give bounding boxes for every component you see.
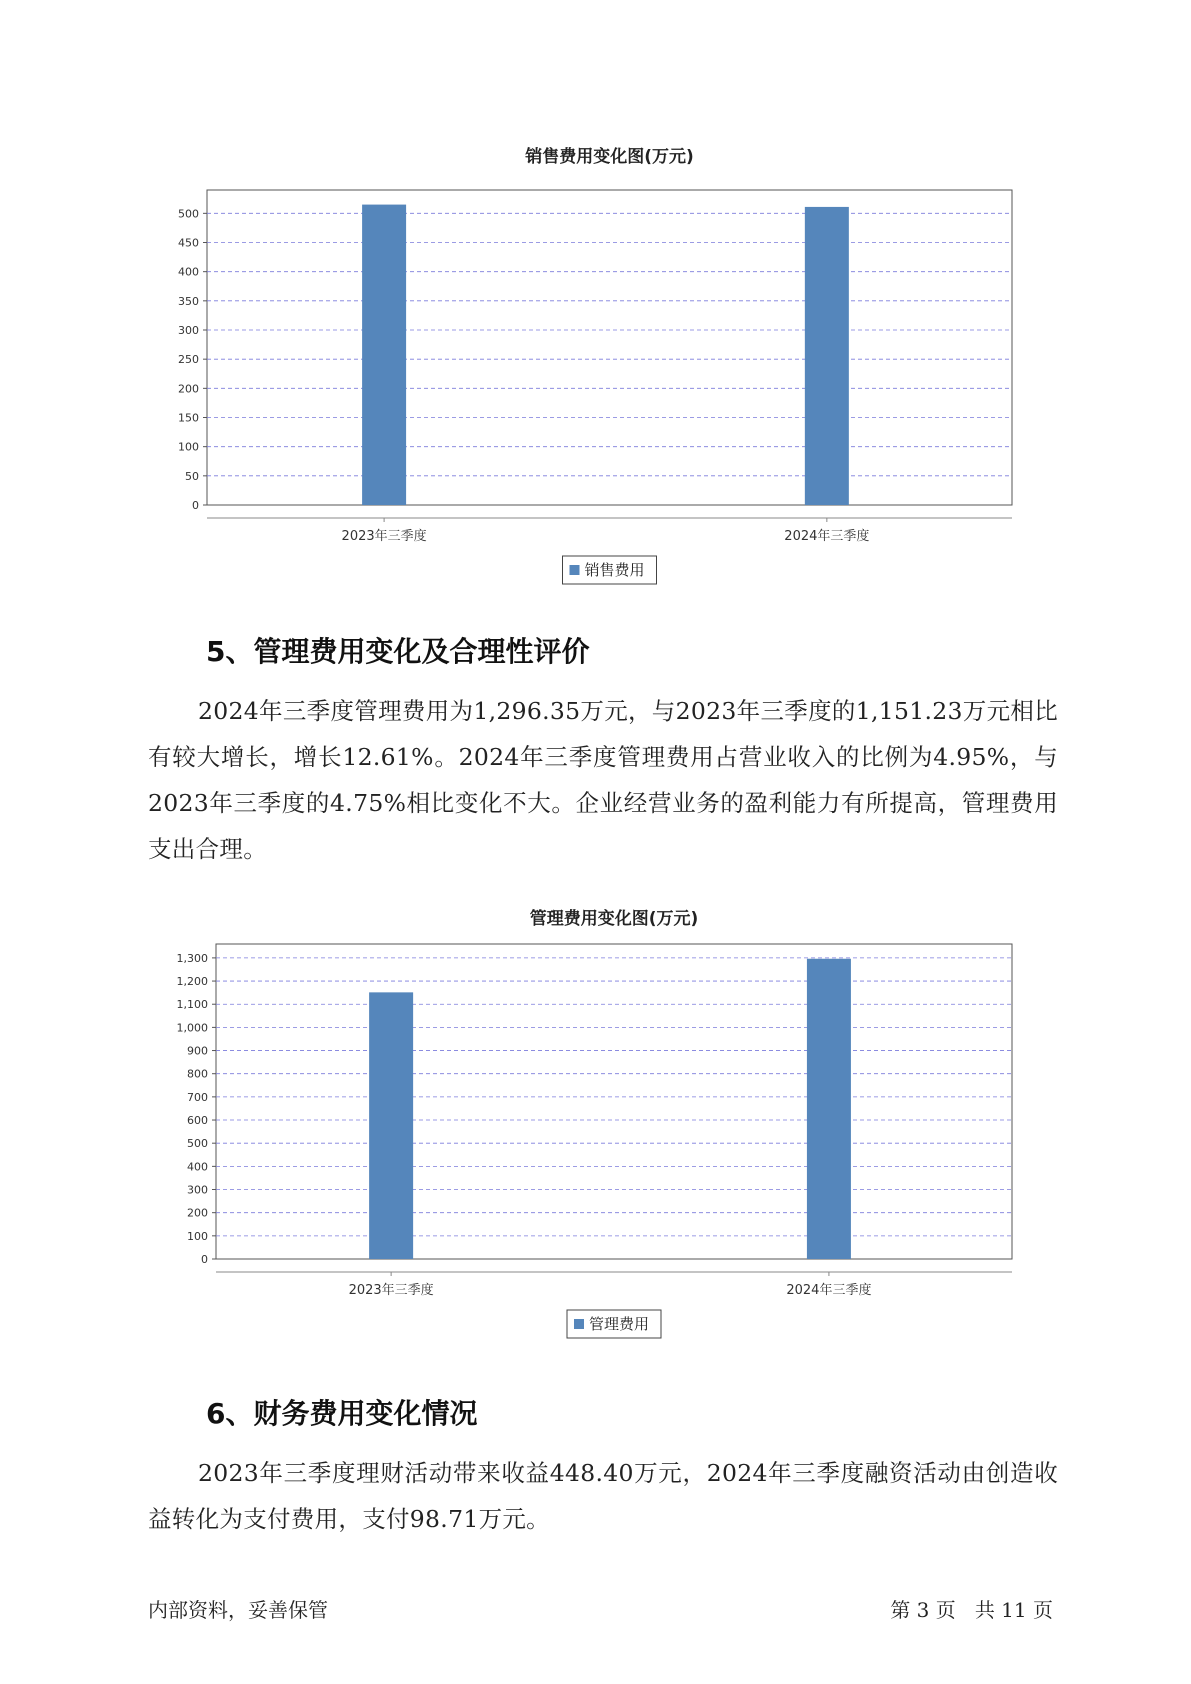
section-6-paragraph: 2023年三季度理财活动带来收益448.40万元，2024年三季度融资活动由创造收益转化为支付费用，支付98.71万元。 [148,1459,1058,1533]
bar [362,205,406,505]
bar [807,959,851,1259]
section-5-heading: 5、管理费用变化及合理性评价 [206,635,590,668]
footer-page-number: 第 3 页 共 11 页 [890,1598,1053,1622]
plot-area [216,944,1012,1259]
y-tick-label: 700 [187,1090,208,1104]
admin-expense-chart-svg [0,892,1191,1362]
sales-expense-chart-svg [0,130,1191,600]
y-tick-label: 0 [192,499,199,512]
y-tick-label: 300 [178,324,199,337]
y-tick-label: 400 [178,265,199,279]
y-tick-label: 150 [178,411,199,425]
bar [805,207,849,505]
y-tick-label: 400 [187,1160,208,1174]
y-tick-label: 100 [187,1229,208,1243]
x-tick-label: 2024年三季度 [786,1283,872,1298]
plot-area [207,190,1012,505]
y-tick-label: 600 [187,1114,208,1128]
x-tick-label: 2023年三季度 [348,1283,434,1298]
y-tick-label: 200 [187,1206,208,1220]
y-tick-label: 200 [178,382,199,396]
y-tick-label: 250 [178,353,199,367]
y-tick-label: 1,200 [176,975,208,989]
sales-expense-chart [0,130,1191,600]
y-tick-label: 50 [185,469,199,483]
y-tick-label: 500 [178,207,199,221]
y-tick-label: 800 [187,1067,208,1081]
bar [369,992,413,1259]
section-6-heading: 6、财务费用变化情况 [206,1397,478,1430]
legend-swatch [574,1319,584,1329]
y-tick-label: 1,000 [176,1021,208,1035]
y-tick-label: 1,100 [176,998,208,1012]
section-5-paragraph: 2024年三季度管理费用为1,296.35万元，与2023年三季度的1,151.23万元相比有较大增长，增长12.61%。2024年三季度管理费用占营业收入的比例为4.95%，与2023年三季度的4.75%相比变化不大。企业经营业务的盈利能力有所提高，管理费用支出合理。 [148,697,1058,863]
chart-title: 销售费用变化图(万元) [525,147,694,167]
y-tick-label: 1,300 [176,951,208,965]
footer-confidential-note: 内部资料，妥善保管 [148,1598,328,1622]
y-tick-label: 500 [187,1137,208,1151]
x-tick-label: 2023年三季度 [341,529,427,544]
y-tick-label: 450 [178,236,199,250]
legend-label: 销售费用 [584,561,645,579]
x-tick-label: 2024年三季度 [784,529,870,544]
legend-swatch [570,565,580,575]
admin-expense-chart [0,892,1191,1362]
y-tick-label: 0 [201,1253,208,1266]
y-tick-label: 300 [187,1183,208,1197]
chart-title: 管理费用变化图(万元) [529,909,699,929]
y-tick-label: 350 [178,294,199,308]
legend-label: 管理费用 [589,1315,650,1333]
y-tick-label: 900 [187,1044,208,1058]
y-tick-label: 100 [178,440,199,454]
